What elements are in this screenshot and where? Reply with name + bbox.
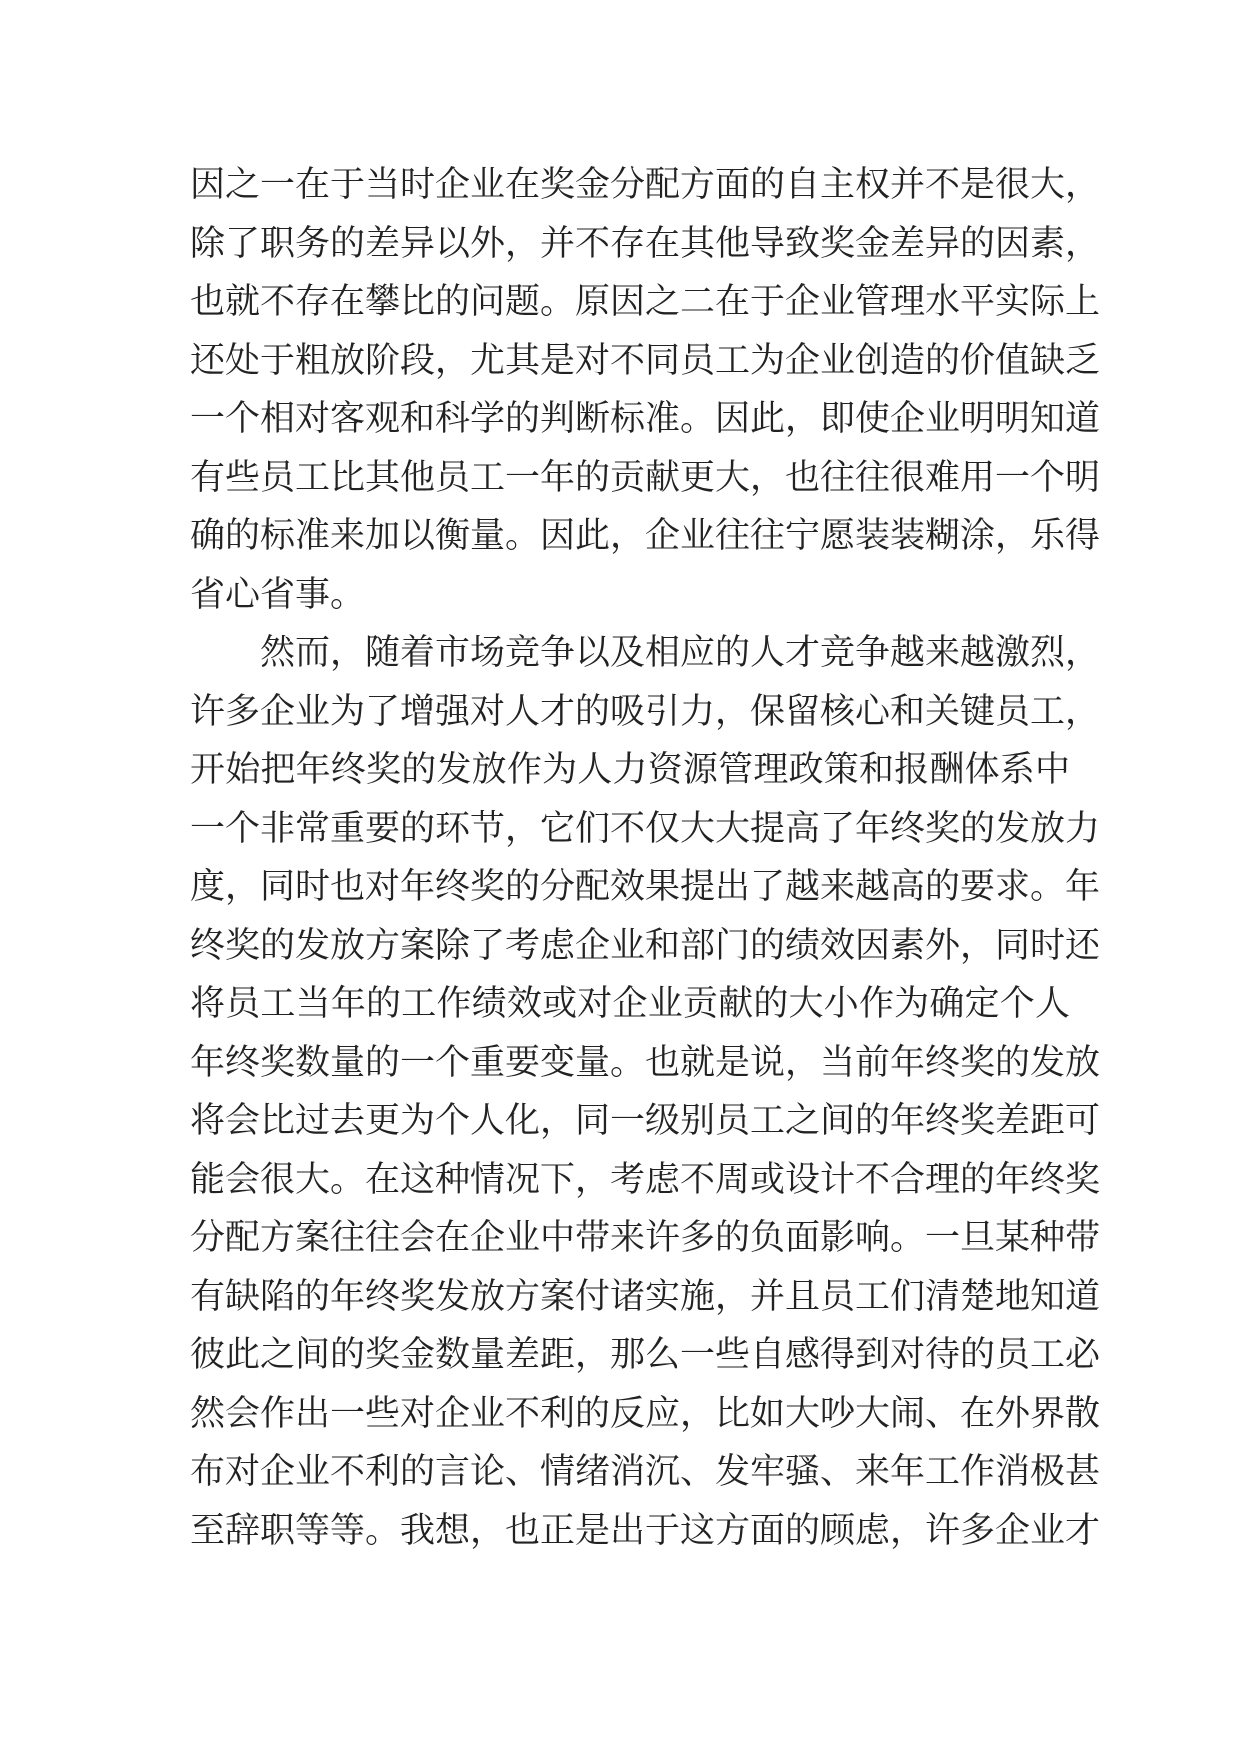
text-line: 将会比过去更为个人化，同一级别员工之间的年终奖差距可	[190, 1101, 1101, 1141]
text-line: 开始把年终奖的发放作为人力资源管理政策和报酬体系中	[190, 750, 1070, 790]
body-text	[190, 156, 1101, 1560]
text-line: 布对企业不利的言论、情绪消沉、发牢骚、来年工作消极甚	[190, 1452, 1101, 1492]
text-line: 分配方案往往会在企业中带来许多的负面影响。一旦某种带	[190, 1218, 1101, 1258]
text-line: 然而，随着市场竞争以及相应的人才竞争越来越激烈，	[260, 633, 1101, 673]
text-line: 除了职务的差异以外，并不存在其他导致奖金差异的因素，	[190, 223, 1101, 264]
text-line: 彼此之间的奖金数量差距，那么一些自感得到对待的员工必	[190, 1335, 1101, 1375]
text-line: 还处于粗放阶段，尤其是对不同员工为企业创造的价值缺乏	[190, 340, 1101, 381]
text-line: 度，同时也对年终奖的分配效果提出了越来越高的要求。年	[190, 867, 1101, 907]
text-line: 一个非常重要的环节，它们不仅大大提高了年终奖的发放力	[190, 808, 1101, 849]
paragraph	[190, 156, 1101, 624]
text-line: 确的标准来加以衡量。因此，企业往往宁愿装装糊涂，乐得	[190, 516, 1101, 556]
text-line: 终奖的发放方案除了考虑企业和部门的绩效因素外，同时还	[190, 925, 1101, 966]
text-line: 因之一在于当时企业在奖金分配方面的自主权并不是很大，	[190, 165, 1101, 205]
paragraph	[190, 624, 1101, 1560]
text-line: 许多企业为了增强对人才的吸引力，保留核心和关键员工，	[190, 691, 1101, 732]
text-line: 有缺陷的年终奖发放方案付诸实施，并且员工们清楚地知道	[190, 1276, 1101, 1317]
text-line: 省心省事。	[190, 574, 366, 615]
text-line: 一个相对客观和科学的判断标准。因此，即使企业明明知道	[190, 399, 1101, 439]
text-line: 至辞职等等。我想，也正是出于这方面的顾虑，许多企业才	[190, 1510, 1101, 1551]
text-line: 将员工当年的工作绩效或对企业贡献的大小作为确定个人	[190, 984, 1070, 1024]
text-line: 也就不存在攀比的问题。原因之二在于企业管理水平实际上	[190, 282, 1101, 322]
text-line: 能会很大。在这种情况下，考虑不周或设计不合理的年终奖	[190, 1159, 1101, 1200]
text-line: 然会作出一些对企业不利的反应，比如大吵大闹、在外界散	[190, 1393, 1101, 1434]
text-line: 年终奖数量的一个重要变量。也就是说，当前年终奖的发放	[190, 1042, 1101, 1083]
text-line: 有些员工比其他员工一年的贡献更大，也往往很难用一个明	[190, 457, 1101, 498]
